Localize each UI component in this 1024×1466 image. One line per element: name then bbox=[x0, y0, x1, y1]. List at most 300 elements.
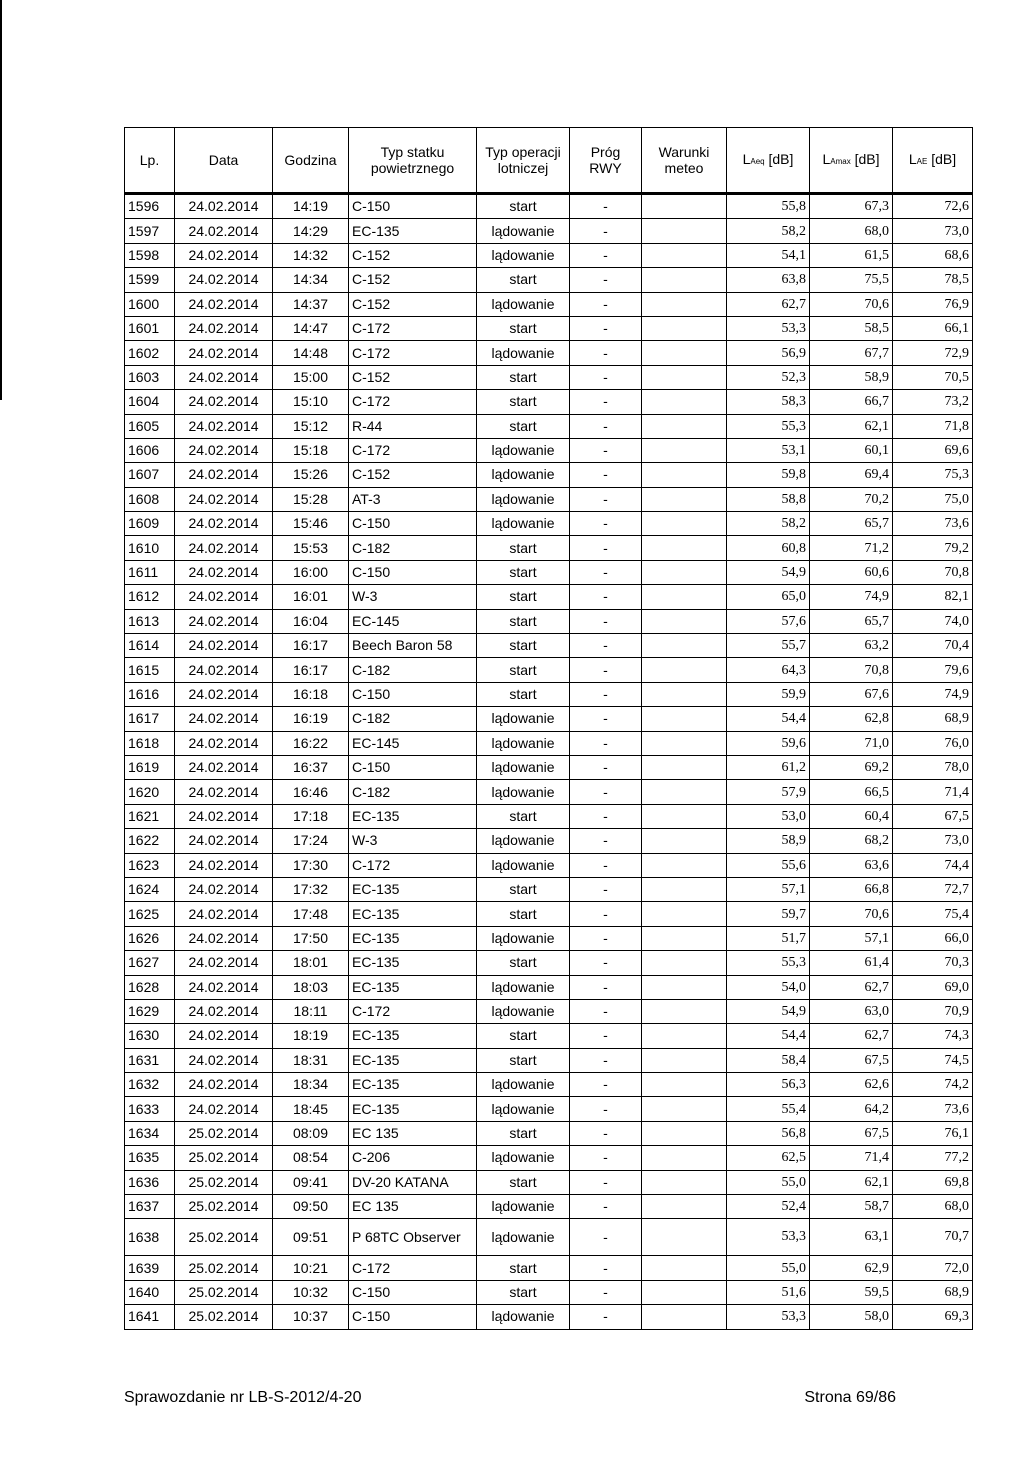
cell-lp: 1629 bbox=[125, 999, 175, 1023]
header-lamax: LAmax [dB] bbox=[810, 128, 893, 194]
cell-date: 24.02.2014 bbox=[175, 780, 273, 804]
cell-lamax: 57,1 bbox=[810, 926, 893, 950]
table-row bbox=[125, 1097, 973, 1121]
table-row bbox=[125, 902, 973, 926]
cell-operation: lądowanie bbox=[477, 707, 570, 731]
cell-laeq: 54,4 bbox=[727, 707, 810, 731]
cell-laeq: 64,3 bbox=[727, 658, 810, 682]
cell-lp: 1625 bbox=[125, 902, 175, 926]
cell-lae: 79,6 bbox=[893, 658, 973, 682]
table-row bbox=[125, 658, 973, 682]
cell-date: 24.02.2014 bbox=[175, 926, 273, 950]
cell-lae: 69,0 bbox=[893, 975, 973, 999]
cell-aircraft: EC-135 bbox=[349, 975, 477, 999]
cell-lp: 1608 bbox=[125, 487, 175, 511]
cell-date: 24.02.2014 bbox=[175, 804, 273, 828]
cell-lae: 77,2 bbox=[893, 1146, 973, 1170]
cell-operation: lądowanie bbox=[477, 780, 570, 804]
cell-lamax: 62,6 bbox=[810, 1073, 893, 1097]
cell-operation: start bbox=[477, 536, 570, 560]
cell-lamax: 58,7 bbox=[810, 1195, 893, 1219]
cell-date: 25.02.2014 bbox=[175, 1170, 273, 1194]
cell-time: 18:03 bbox=[273, 975, 349, 999]
cell-operation: lądowanie bbox=[477, 1305, 570, 1329]
cell-operation: start bbox=[477, 1170, 570, 1194]
cell-lae: 71,8 bbox=[893, 414, 973, 438]
cell-lp: 1606 bbox=[125, 438, 175, 462]
cell-laeq: 55,0 bbox=[727, 1170, 810, 1194]
cell-time: 17:30 bbox=[273, 853, 349, 877]
cell-time: 18:34 bbox=[273, 1073, 349, 1097]
cell-aircraft: EC-135 bbox=[349, 1048, 477, 1072]
cell-time: 17:24 bbox=[273, 829, 349, 853]
cell-lae: 70,5 bbox=[893, 365, 973, 389]
cell-laeq: 58,9 bbox=[727, 829, 810, 853]
cell-lae: 74,4 bbox=[893, 853, 973, 877]
cell-runway: - bbox=[570, 1280, 642, 1304]
cell-lp: 1610 bbox=[125, 536, 175, 560]
cell-laeq: 58,3 bbox=[727, 390, 810, 414]
table-row bbox=[125, 707, 973, 731]
cell-date: 24.02.2014 bbox=[175, 853, 273, 877]
cell-weather bbox=[642, 1219, 727, 1256]
cell-time: 16:04 bbox=[273, 609, 349, 633]
cell-lp: 1632 bbox=[125, 1073, 175, 1097]
noise-measurement-table bbox=[124, 127, 973, 1330]
cell-operation: lądowanie bbox=[477, 243, 570, 267]
cell-weather bbox=[642, 975, 727, 999]
cell-operation: lądowanie bbox=[477, 1073, 570, 1097]
cell-date: 24.02.2014 bbox=[175, 999, 273, 1023]
table-row bbox=[125, 1121, 973, 1145]
cell-aircraft: DV-20 KATANA bbox=[349, 1170, 477, 1194]
cell-lamax: 61,5 bbox=[810, 243, 893, 267]
cell-lae: 78,0 bbox=[893, 755, 973, 779]
cell-date: 25.02.2014 bbox=[175, 1280, 273, 1304]
cell-lp: 1605 bbox=[125, 414, 175, 438]
cell-operation: lądowanie bbox=[477, 829, 570, 853]
cell-laeq: 59,9 bbox=[727, 682, 810, 706]
cell-laeq: 53,0 bbox=[727, 804, 810, 828]
cell-laeq: 53,3 bbox=[727, 1219, 810, 1256]
cell-lp: 1601 bbox=[125, 316, 175, 340]
cell-time: 15:53 bbox=[273, 536, 349, 560]
cell-lamax: 71,2 bbox=[810, 536, 893, 560]
cell-weather bbox=[642, 463, 727, 487]
cell-aircraft: AT-3 bbox=[349, 487, 477, 511]
cell-aircraft: C-152 bbox=[349, 463, 477, 487]
cell-date: 24.02.2014 bbox=[175, 951, 273, 975]
cell-laeq: 56,9 bbox=[727, 341, 810, 365]
cell-time: 14:34 bbox=[273, 268, 349, 292]
cell-time: 17:50 bbox=[273, 926, 349, 950]
cell-runway: - bbox=[570, 755, 642, 779]
cell-weather bbox=[642, 609, 727, 633]
table-row bbox=[125, 1024, 973, 1048]
cell-date: 24.02.2014 bbox=[175, 707, 273, 731]
cell-runway: - bbox=[570, 365, 642, 389]
cell-lae: 73,6 bbox=[893, 512, 973, 536]
table-row bbox=[125, 1048, 973, 1072]
cell-lae: 76,0 bbox=[893, 731, 973, 755]
report-number: Sprawozdanie nr LB-S-2012/4-20 bbox=[124, 1389, 362, 1406]
cell-laeq: 59,6 bbox=[727, 731, 810, 755]
cell-time: 16:18 bbox=[273, 682, 349, 706]
cell-aircraft: C-150 bbox=[349, 682, 477, 706]
cell-lp: 1633 bbox=[125, 1097, 175, 1121]
cell-date: 24.02.2014 bbox=[175, 682, 273, 706]
cell-lae: 75,4 bbox=[893, 902, 973, 926]
cell-aircraft: C-172 bbox=[349, 999, 477, 1023]
cell-weather bbox=[642, 1121, 727, 1145]
cell-operation: lądowanie bbox=[477, 926, 570, 950]
cell-runway: - bbox=[570, 414, 642, 438]
cell-weather bbox=[642, 658, 727, 682]
table-row bbox=[125, 316, 973, 340]
cell-lae: 75,3 bbox=[893, 463, 973, 487]
cell-weather bbox=[642, 1048, 727, 1072]
cell-aircraft: Beech Baron 58 bbox=[349, 634, 477, 658]
cell-aircraft: C-182 bbox=[349, 658, 477, 682]
cell-laeq: 55,8 bbox=[727, 194, 810, 219]
table-row bbox=[125, 926, 973, 950]
cell-operation: start bbox=[477, 1280, 570, 1304]
cell-runway: - bbox=[570, 1024, 642, 1048]
cell-lamax: 71,0 bbox=[810, 731, 893, 755]
cell-time: 17:32 bbox=[273, 877, 349, 901]
cell-lae: 76,1 bbox=[893, 1121, 973, 1145]
cell-laeq: 52,4 bbox=[727, 1195, 810, 1219]
cell-time: 15:10 bbox=[273, 390, 349, 414]
cell-weather bbox=[642, 926, 727, 950]
cell-date: 24.02.2014 bbox=[175, 487, 273, 511]
header-date: Data bbox=[175, 128, 273, 194]
cell-laeq: 57,6 bbox=[727, 609, 810, 633]
cell-date: 24.02.2014 bbox=[175, 243, 273, 267]
cell-laeq: 55,3 bbox=[727, 414, 810, 438]
cell-aircraft: C-172 bbox=[349, 1256, 477, 1280]
cell-lamax: 59,5 bbox=[810, 1280, 893, 1304]
cell-aircraft: EC-135 bbox=[349, 877, 477, 901]
cell-aircraft: C-150 bbox=[349, 560, 477, 584]
cell-weather bbox=[642, 219, 727, 243]
cell-lamax: 67,5 bbox=[810, 1121, 893, 1145]
cell-lamax: 62,9 bbox=[810, 1256, 893, 1280]
cell-lamax: 67,7 bbox=[810, 341, 893, 365]
cell-lp: 1622 bbox=[125, 829, 175, 853]
cell-runway: - bbox=[570, 512, 642, 536]
cell-laeq: 53,3 bbox=[727, 1305, 810, 1329]
cell-lae: 74,0 bbox=[893, 609, 973, 633]
cell-aircraft: EC 135 bbox=[349, 1121, 477, 1145]
header-weather: Warunki meteo bbox=[642, 128, 727, 194]
cell-date: 24.02.2014 bbox=[175, 658, 273, 682]
table-row bbox=[125, 1146, 973, 1170]
cell-date: 24.02.2014 bbox=[175, 512, 273, 536]
cell-laeq: 57,9 bbox=[727, 780, 810, 804]
cell-lamax: 67,6 bbox=[810, 682, 893, 706]
cell-runway: - bbox=[570, 999, 642, 1023]
cell-lamax: 66,7 bbox=[810, 390, 893, 414]
cell-laeq: 59,7 bbox=[727, 902, 810, 926]
cell-time: 17:48 bbox=[273, 902, 349, 926]
cell-lp: 1603 bbox=[125, 365, 175, 389]
cell-laeq: 56,3 bbox=[727, 1073, 810, 1097]
cell-aircraft: C-152 bbox=[349, 292, 477, 316]
cell-runway: - bbox=[570, 585, 642, 609]
cell-date: 24.02.2014 bbox=[175, 1073, 273, 1097]
cell-date: 24.02.2014 bbox=[175, 902, 273, 926]
cell-runway: - bbox=[570, 658, 642, 682]
cell-laeq: 62,7 bbox=[727, 292, 810, 316]
cell-weather bbox=[642, 316, 727, 340]
cell-date: 24.02.2014 bbox=[175, 975, 273, 999]
cell-lamax: 63,0 bbox=[810, 999, 893, 1023]
header-time: Godzina bbox=[273, 128, 349, 194]
table-body bbox=[125, 194, 973, 1330]
cell-runway: - bbox=[570, 780, 642, 804]
cell-operation: start bbox=[477, 877, 570, 901]
cell-lamax: 63,2 bbox=[810, 634, 893, 658]
cell-lp: 1609 bbox=[125, 512, 175, 536]
cell-date: 24.02.2014 bbox=[175, 731, 273, 755]
cell-lamax: 58,9 bbox=[810, 365, 893, 389]
table-row bbox=[125, 877, 973, 901]
cell-weather bbox=[642, 1170, 727, 1194]
cell-lae: 73,0 bbox=[893, 829, 973, 853]
cell-lae: 66,0 bbox=[893, 926, 973, 950]
cell-date: 24.02.2014 bbox=[175, 634, 273, 658]
cell-lp: 1621 bbox=[125, 804, 175, 828]
cell-aircraft: P 68TC Observer bbox=[349, 1219, 477, 1256]
cell-weather bbox=[642, 707, 727, 731]
cell-lp: 1607 bbox=[125, 463, 175, 487]
cell-date: 24.02.2014 bbox=[175, 390, 273, 414]
cell-laeq: 54,9 bbox=[727, 560, 810, 584]
header-lae: LAE [dB] bbox=[893, 128, 973, 194]
cell-runway: - bbox=[570, 731, 642, 755]
cell-operation: start bbox=[477, 634, 570, 658]
cell-date: 24.02.2014 bbox=[175, 1048, 273, 1072]
cell-lp: 1635 bbox=[125, 1146, 175, 1170]
table-row bbox=[125, 438, 973, 462]
cell-runway: - bbox=[570, 634, 642, 658]
cell-lamax: 58,5 bbox=[810, 316, 893, 340]
cell-time: 18:19 bbox=[273, 1024, 349, 1048]
cell-lae: 69,6 bbox=[893, 438, 973, 462]
cell-time: 18:45 bbox=[273, 1097, 349, 1121]
cell-laeq: 60,8 bbox=[727, 536, 810, 560]
cell-aircraft: C-172 bbox=[349, 853, 477, 877]
cell-operation: start bbox=[477, 902, 570, 926]
cell-laeq: 55,3 bbox=[727, 951, 810, 975]
cell-aircraft: C-150 bbox=[349, 1305, 477, 1329]
cell-lae: 76,9 bbox=[893, 292, 973, 316]
cell-lp: 1618 bbox=[125, 731, 175, 755]
table-row bbox=[125, 585, 973, 609]
cell-aircraft: C-172 bbox=[349, 390, 477, 414]
table-row bbox=[125, 487, 973, 511]
cell-time: 15:12 bbox=[273, 414, 349, 438]
table-row bbox=[125, 268, 973, 292]
cell-lamax: 68,2 bbox=[810, 829, 893, 853]
cell-runway: - bbox=[570, 1219, 642, 1256]
cell-time: 16:22 bbox=[273, 731, 349, 755]
table-row bbox=[125, 1073, 973, 1097]
table-row bbox=[125, 731, 973, 755]
cell-operation: start bbox=[477, 804, 570, 828]
cell-runway: - bbox=[570, 609, 642, 633]
cell-runway: - bbox=[570, 877, 642, 901]
cell-lamax: 67,5 bbox=[810, 1048, 893, 1072]
cell-lp: 1634 bbox=[125, 1121, 175, 1145]
cell-laeq: 58,8 bbox=[727, 487, 810, 511]
cell-weather bbox=[642, 682, 727, 706]
cell-operation: start bbox=[477, 1256, 570, 1280]
cell-weather bbox=[642, 1024, 727, 1048]
cell-lp: 1630 bbox=[125, 1024, 175, 1048]
cell-aircraft: C-182 bbox=[349, 707, 477, 731]
table-row bbox=[125, 1256, 973, 1280]
cell-lae: 67,5 bbox=[893, 804, 973, 828]
cell-lae: 72,7 bbox=[893, 877, 973, 901]
cell-lamax: 62,1 bbox=[810, 414, 893, 438]
cell-lp: 1627 bbox=[125, 951, 175, 975]
cell-operation: start bbox=[477, 414, 570, 438]
cell-weather bbox=[642, 560, 727, 584]
cell-lamax: 69,4 bbox=[810, 463, 893, 487]
table-row bbox=[125, 1305, 973, 1329]
cell-weather bbox=[642, 755, 727, 779]
cell-weather bbox=[642, 1146, 727, 1170]
cell-operation: start bbox=[477, 1121, 570, 1145]
cell-date: 24.02.2014 bbox=[175, 316, 273, 340]
cell-lamax: 66,8 bbox=[810, 877, 893, 901]
cell-aircraft: C-172 bbox=[349, 341, 477, 365]
cell-lamax: 60,1 bbox=[810, 438, 893, 462]
cell-lae: 74,3 bbox=[893, 1024, 973, 1048]
cell-lamax: 64,2 bbox=[810, 1097, 893, 1121]
cell-weather bbox=[642, 634, 727, 658]
cell-operation: lądowanie bbox=[477, 755, 570, 779]
cell-aircraft: EC-145 bbox=[349, 731, 477, 755]
cell-operation: lądowanie bbox=[477, 1097, 570, 1121]
cell-weather bbox=[642, 268, 727, 292]
cell-time: 18:31 bbox=[273, 1048, 349, 1072]
cell-lamax: 65,7 bbox=[810, 609, 893, 633]
table-row bbox=[125, 1170, 973, 1194]
table-row bbox=[125, 512, 973, 536]
cell-aircraft: C-152 bbox=[349, 243, 477, 267]
cell-aircraft: EC-145 bbox=[349, 609, 477, 633]
table-row bbox=[125, 390, 973, 414]
cell-operation: lądowanie bbox=[477, 341, 570, 365]
cell-runway: - bbox=[570, 853, 642, 877]
cell-lae: 68,9 bbox=[893, 1280, 973, 1304]
cell-operation: lądowanie bbox=[477, 1219, 570, 1256]
cell-weather bbox=[642, 1280, 727, 1304]
cell-aircraft: C-172 bbox=[349, 438, 477, 462]
cell-runway: - bbox=[570, 1195, 642, 1219]
cell-time: 10:37 bbox=[273, 1305, 349, 1329]
cell-laeq: 58,2 bbox=[727, 219, 810, 243]
cell-runway: - bbox=[570, 1121, 642, 1145]
cell-lae: 70,4 bbox=[893, 634, 973, 658]
cell-time: 09:51 bbox=[273, 1219, 349, 1256]
cell-time: 16:46 bbox=[273, 780, 349, 804]
cell-operation: lądowanie bbox=[477, 438, 570, 462]
header-runway: Próg RWY bbox=[570, 128, 642, 194]
cell-weather bbox=[642, 1195, 727, 1219]
cell-weather bbox=[642, 999, 727, 1023]
cell-time: 15:26 bbox=[273, 463, 349, 487]
cell-runway: - bbox=[570, 1170, 642, 1194]
cell-date: 24.02.2014 bbox=[175, 755, 273, 779]
cell-lp: 1639 bbox=[125, 1256, 175, 1280]
page-number: Strona 69/86 bbox=[804, 1389, 896, 1406]
cell-weather bbox=[642, 438, 727, 462]
cell-lae: 72,9 bbox=[893, 341, 973, 365]
cell-lp: 1602 bbox=[125, 341, 175, 365]
scan-edge-line bbox=[0, 0, 2, 400]
cell-lamax: 66,5 bbox=[810, 780, 893, 804]
cell-operation: start bbox=[477, 1048, 570, 1072]
cell-aircraft: C-152 bbox=[349, 268, 477, 292]
cell-operation: lądowanie bbox=[477, 975, 570, 999]
cell-weather bbox=[642, 194, 727, 219]
cell-runway: - bbox=[570, 902, 642, 926]
cell-lamax: 74,9 bbox=[810, 585, 893, 609]
cell-lae: 72,6 bbox=[893, 194, 973, 219]
table-row bbox=[125, 634, 973, 658]
cell-lae: 69,3 bbox=[893, 1305, 973, 1329]
cell-operation: lądowanie bbox=[477, 853, 570, 877]
cell-aircraft: C-152 bbox=[349, 365, 477, 389]
cell-lamax: 75,5 bbox=[810, 268, 893, 292]
cell-aircraft: W-3 bbox=[349, 585, 477, 609]
cell-laeq: 65,0 bbox=[727, 585, 810, 609]
cell-operation: start bbox=[477, 390, 570, 414]
cell-laeq: 51,6 bbox=[727, 1280, 810, 1304]
cell-lamax: 62,1 bbox=[810, 1170, 893, 1194]
table-row bbox=[125, 341, 973, 365]
cell-lamax: 70,2 bbox=[810, 487, 893, 511]
cell-date: 25.02.2014 bbox=[175, 1195, 273, 1219]
cell-laeq: 55,6 bbox=[727, 853, 810, 877]
cell-lae: 73,2 bbox=[893, 390, 973, 414]
table-row bbox=[125, 682, 973, 706]
cell-operation: start bbox=[477, 585, 570, 609]
cell-time: 14:29 bbox=[273, 219, 349, 243]
cell-aircraft: C-150 bbox=[349, 755, 477, 779]
cell-weather bbox=[642, 853, 727, 877]
cell-runway: - bbox=[570, 463, 642, 487]
cell-operation: start bbox=[477, 682, 570, 706]
cell-weather bbox=[642, 390, 727, 414]
cell-time: 16:17 bbox=[273, 658, 349, 682]
cell-aircraft: EC-135 bbox=[349, 926, 477, 950]
cell-lamax: 62,7 bbox=[810, 975, 893, 999]
cell-laeq: 55,4 bbox=[727, 1097, 810, 1121]
cell-time: 08:09 bbox=[273, 1121, 349, 1145]
table-row bbox=[125, 1195, 973, 1219]
cell-time: 16:17 bbox=[273, 634, 349, 658]
cell-date: 24.02.2014 bbox=[175, 585, 273, 609]
cell-operation: start bbox=[477, 609, 570, 633]
cell-date: 24.02.2014 bbox=[175, 414, 273, 438]
cell-operation: lądowanie bbox=[477, 463, 570, 487]
cell-lae: 70,3 bbox=[893, 951, 973, 975]
